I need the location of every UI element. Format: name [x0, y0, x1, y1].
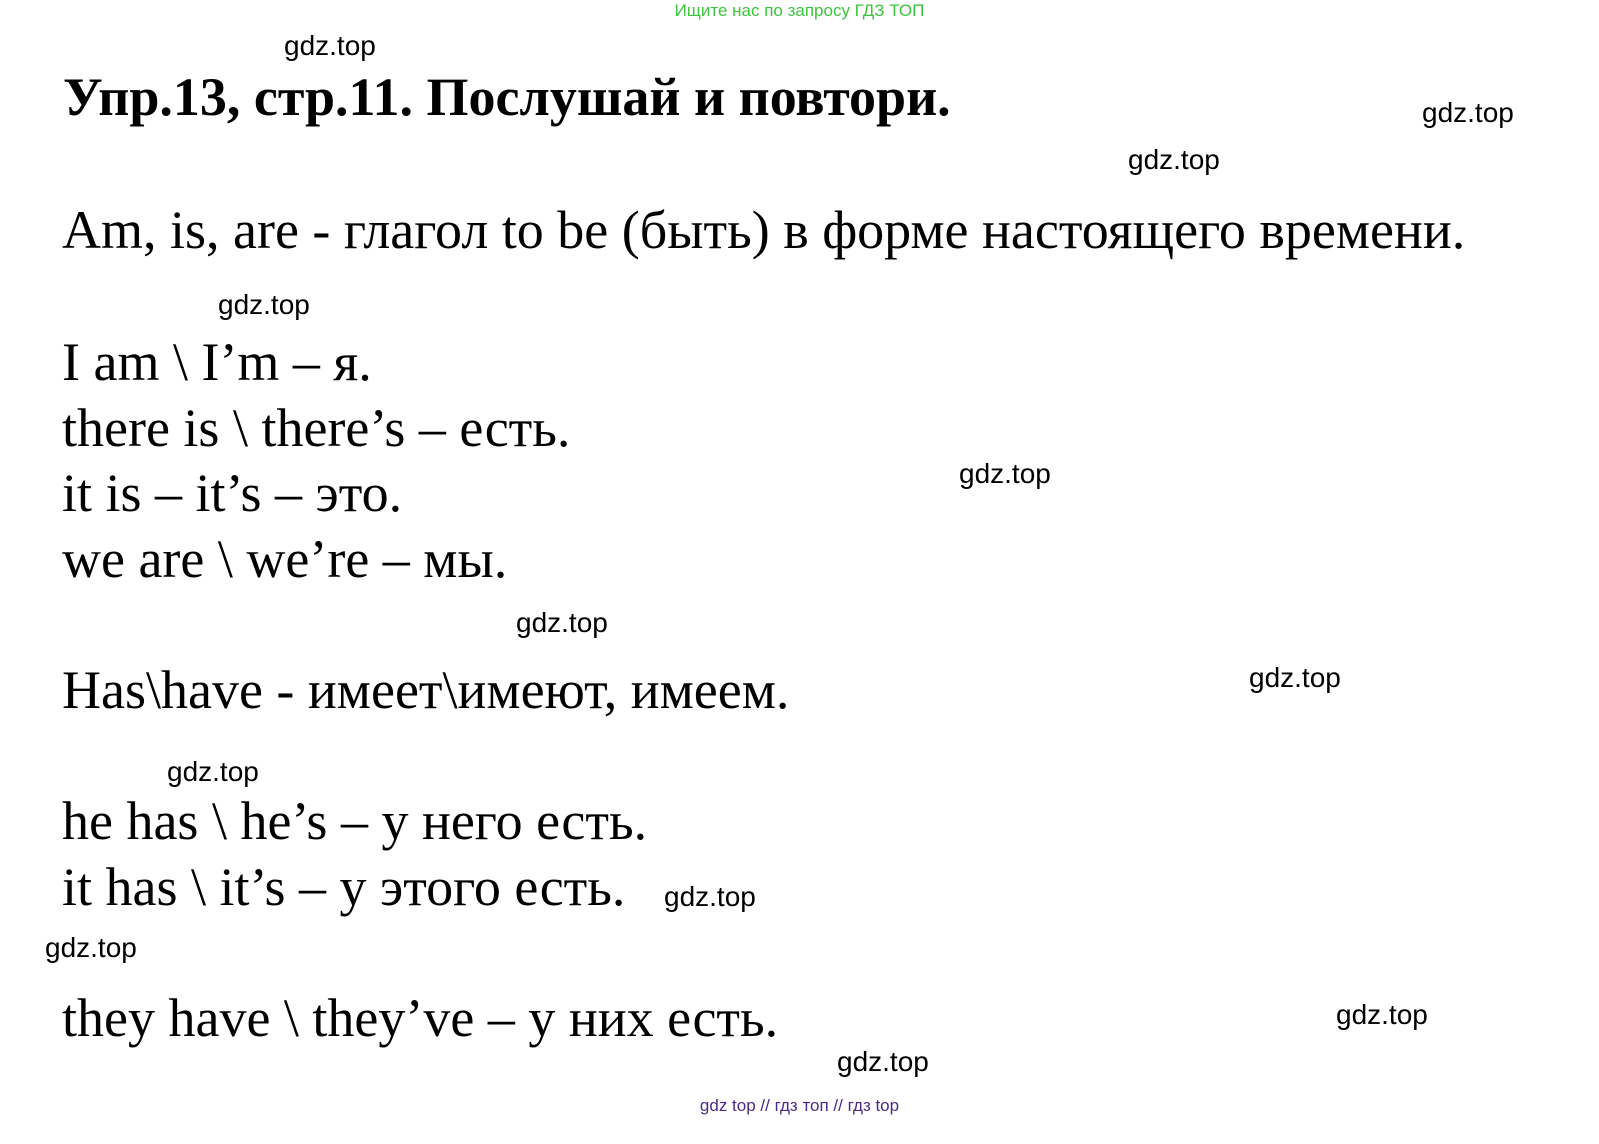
text-line-6: Has\have - имеет\имеют, имеем. — [62, 660, 790, 720]
top-banner: Ищите нас по запросу ГДЗ ТОП — [674, 1, 925, 20]
watermark: gdz.top — [664, 881, 756, 912]
text-line-1: Am, is, are - глагол to be (быть) в форме настоящего времени. — [62, 200, 1466, 260]
text-line-4: it is – it’s – это. — [62, 463, 403, 523]
watermark: gdz.top — [45, 932, 137, 963]
text-line-8: it has \ it’s – у этого есть. — [62, 857, 626, 917]
text-line-5: we are \ we’re – мы. — [62, 529, 508, 589]
watermark: gdz.top — [167, 756, 259, 787]
watermark: gdz.top — [284, 30, 376, 61]
watermark: gdz.top — [837, 1046, 929, 1077]
watermark: gdz.top — [1128, 144, 1220, 175]
text-line-2: I am \ I’m – я. — [62, 332, 372, 392]
watermark: gdz.top — [218, 289, 310, 320]
watermark: gdz.top — [1336, 999, 1428, 1030]
watermark: gdz.top — [1249, 662, 1341, 693]
watermark: gdz.top — [516, 607, 608, 638]
text-line-9: they have \ they’ve – у них есть. — [62, 988, 779, 1048]
exercise-title: Упр.13, стр.11. Послушай и повтори. — [63, 67, 951, 127]
watermark: gdz.top — [959, 458, 1051, 489]
text-line-3: there is \ there’s – есть. — [62, 398, 571, 458]
watermark: gdz.top — [1422, 97, 1514, 128]
text-line-7: he has \ he’s – у него есть. — [62, 791, 648, 851]
footer-watermark: gdz top // гдз топ // гдз top — [699, 1096, 900, 1115]
